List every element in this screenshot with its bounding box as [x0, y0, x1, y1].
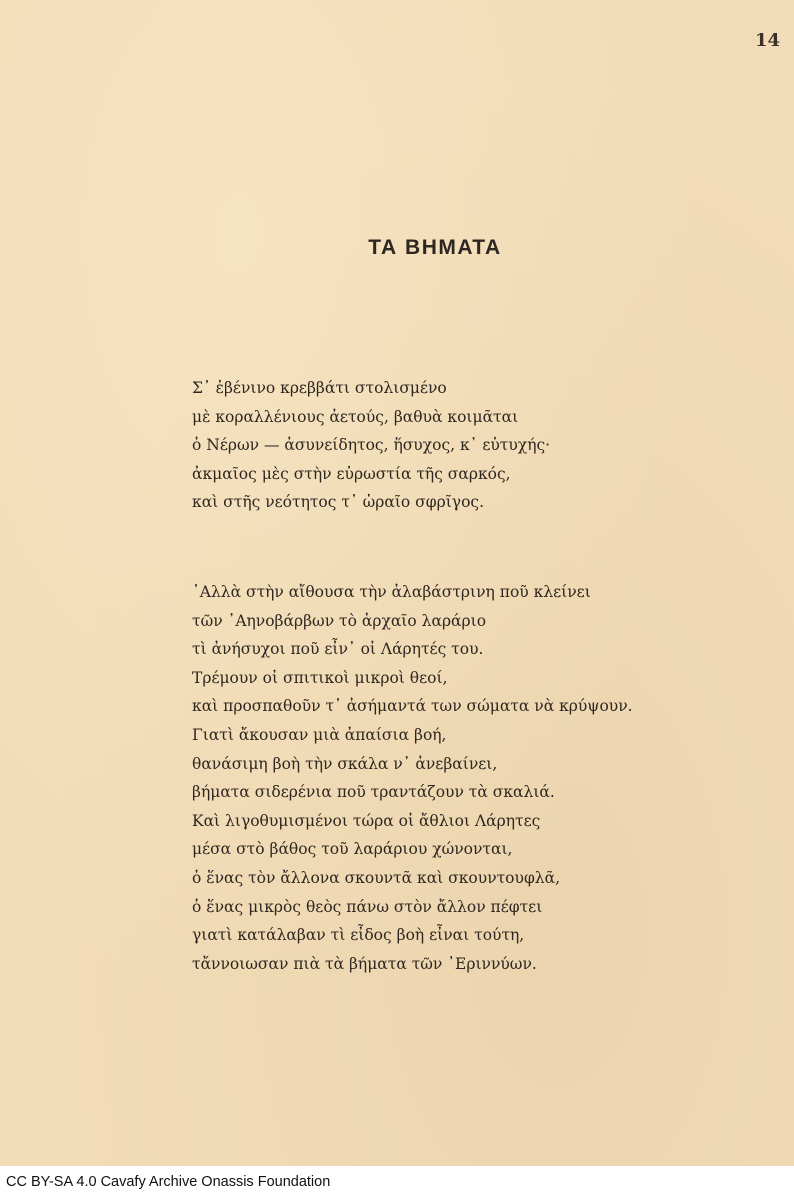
stanza-2 — [192, 578, 633, 978]
page-number: 14 — [754, 30, 780, 51]
verse-line: τῶν ᾽Αηνοβάρβων τὸ ἀρχαῖο λαράριο — [192, 611, 487, 630]
verse-line: ὁ Νέρων — ἀσυνείδητος, ἥσυχος, κ᾽ εὐτυχής· — [192, 436, 551, 455]
verse-line: βήματα σιδερένια ποῦ τραντάζουν τὰ σκαλιά. — [192, 783, 555, 802]
verse-line: καὶ προσπαθοῦν τ᾽ ἀσήμαντά των σώματα νὰ κρύψουν. — [192, 697, 633, 716]
verse-line: μὲ κοραλλένιους ἀετούς, βαθυὰ κοιμᾶται — [192, 407, 519, 426]
verse-line: τἄννοιωσαν πιὰ τὰ βήματα τῶν ᾽Εριννύων. — [192, 954, 537, 973]
verse-line: Καὶ λιγοθυμισμένοι τώρα οἱ ἄθλιοι Λάρητες — [192, 811, 541, 830]
verse-line: ἀκμαῖος μὲς στὴν εὐρωστία τῆς σαρκός, — [192, 464, 511, 483]
verse-line: ᾽Αλλὰ στὴν αἴθουσα τὴν ἀλαβάστρινη ποῦ κλείνει — [192, 583, 591, 601]
verse-line: ὁ ἕνας τὸν ἄλλονα σκουντᾶ καὶ σκουντουφλᾶ, — [192, 868, 561, 887]
stanza-1 — [192, 374, 550, 517]
verse-line: τὶ ἀνήσυχοι ποῦ εἶν᾽ οἱ Λάρητές του. — [192, 640, 484, 659]
poem-title: ΤΑ ΒΗΜΑΤΑ — [368, 236, 502, 259]
verse-line: θανάσιμη βοὴ τὴν σκάλα ν᾽ ἀνεβαίνει, — [192, 754, 498, 773]
verse-line: μέσα στὸ βάθος τοῦ λαράριου χώνονται, — [192, 840, 513, 859]
verse-line: καὶ στῆς νεότητος τ᾽ ὡραῖο σφρῖγος. — [192, 493, 485, 512]
verse-line: ὁ ἕνας μικρὸς θεὸς πάνω στὸν ἄλλον πέφτει — [192, 897, 543, 916]
verse-line: Σ᾽ ἐβένινο κρεββάτι στολισμένο — [192, 379, 447, 397]
verse-line: γιατὶ κατάλαβαν τὶ εἶδος βοὴ εἶναι τούτη, — [192, 926, 525, 945]
license-credit: CC BY-SA 4.0 Cavafy Archive Onassis Foundation — [6, 1174, 331, 1190]
footer-bar — [0, 1166, 794, 1200]
verse-line: Τρέμουν οἱ σπιτικοὶ μικροὶ θεοί, — [192, 668, 448, 687]
verse-line: Γιατὶ ἄκουσαν μιὰ ἀπαίσια βοή, — [192, 725, 447, 744]
